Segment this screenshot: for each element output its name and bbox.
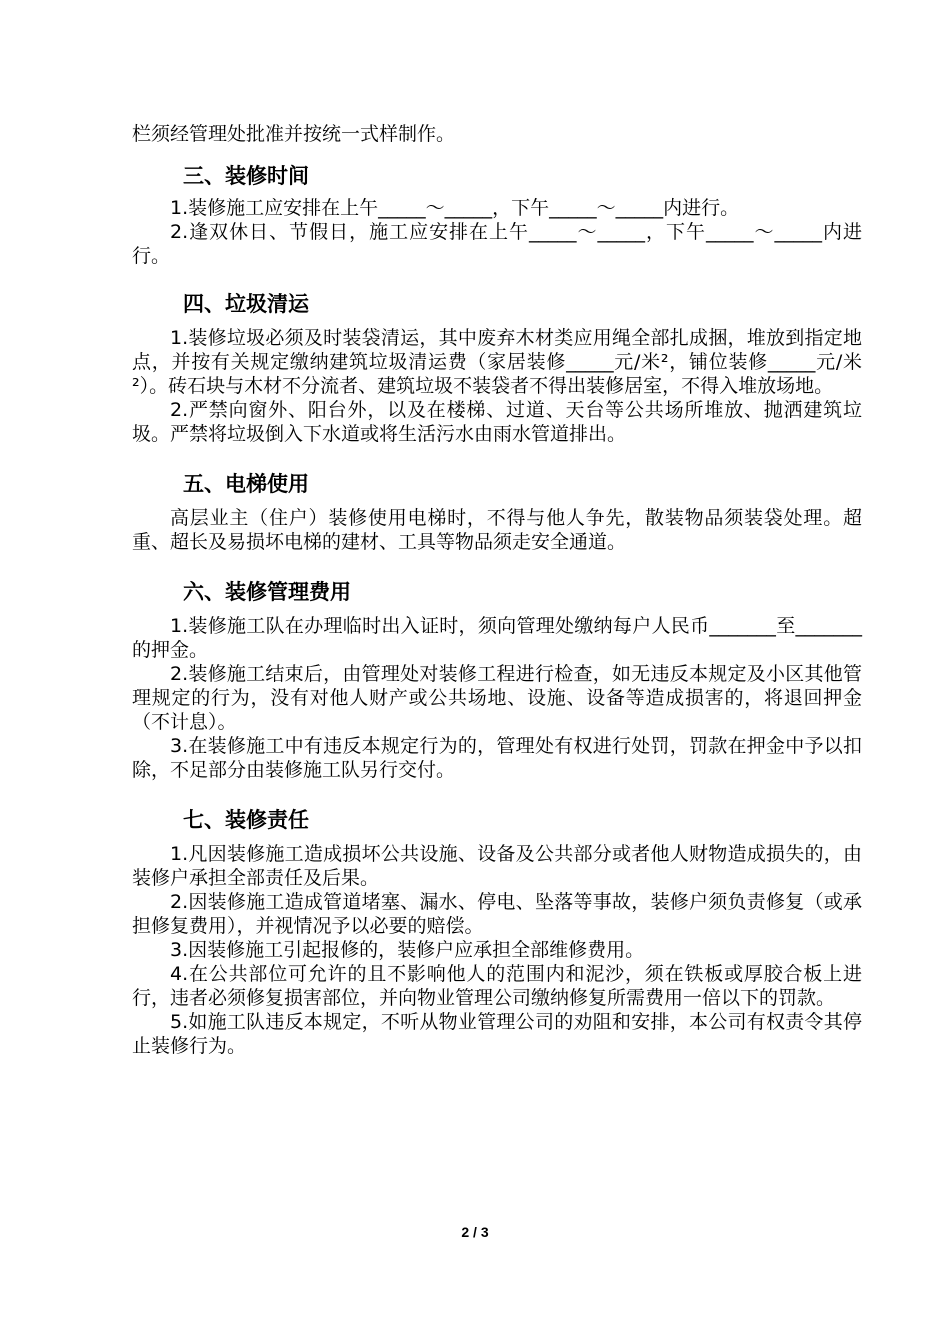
paragraph-3-1: 1.装修施工应安排在上午_____～_____，下午_____～_____内进行。 — [170, 197, 740, 219]
paragraph-4-2: 2.严禁向窗外、阳台外，以及在楼梯、过道、天台等公共场所堆放、抛洒建筑垃圾。严禁将垃圾倒入下水道或将生活污水由雨水管道排出。 — [132, 399, 862, 445]
paragraph-continuation: 栏须经管理处批准并按统一式样制作。 — [132, 123, 456, 145]
paragraph-6-3: 3.在装修施工中有违反本规定行为的，管理处有权进行处罚，罚款在押金中予以扣除，不足部分由装修施工队另行交付。 — [132, 735, 862, 781]
page-number: 2 / 3 — [461, 1224, 489, 1240]
paragraph-3-2: 2.逢双休日、节假日，施工应安排在上午_____～_____，下午_____～_____内进行。 — [132, 221, 862, 267]
paragraph-5-1: 高层业主（住户）装修使用电梯时，不得与他人争先，散装物品须装袋处理。超重、超长及易损坏电梯的建材、工具等物品须走安全通道。 — [132, 507, 862, 553]
paragraph-7-1: 1.凡因装修施工造成损坏公共设施、设备及公共部分或者他人财物造成损失的，由装修户承担全部责任及后果。 — [132, 843, 862, 889]
heading-section-7: 七、装修责任 — [183, 808, 309, 832]
paragraph-6-2: 2.装修施工结束后，由管理处对装修工程进行检查，如无违反本规定及小区其他管理规定的行为，没有对他人财产或公共场地、设施、设备等造成损害的，将退回押金（不计息）。 — [132, 663, 862, 733]
paragraph-7-3: 3.因装修施工引起报修的，装修户应承担全部维修费用。 — [170, 939, 645, 961]
paragraph-4-1: 1.装修垃圾必须及时装袋清运，其中废弃木材类应用绳全部扎成捆，堆放到指定地点，并按有关规定缴纳建筑垃圾清运费（家居装修_____元/米²，铺位装修_____元/米²）。砖石块与木材不分流者、建筑垃圾不装袋者不得出装修居室，不得入堆放场地。 — [132, 327, 862, 397]
heading-section-4: 四、垃圾清运 — [183, 292, 309, 316]
heading-section-3: 三、装修时间 — [183, 164, 309, 188]
document-body — [132, 122, 862, 1058]
paragraph-7-5: 5.如施工队违反本规定，不听从物业管理公司的劝阻和安排，本公司有权责令其停止装修行为。 — [132, 1011, 862, 1057]
heading-section-5: 五、电梯使用 — [183, 472, 309, 496]
paragraph-6-1: 1.装修施工队在办理临时出入证时，须向管理处缴纳每户人民币_______至_______的押金。 — [132, 615, 862, 661]
heading-section-6: 六、装修管理费用 — [183, 580, 351, 604]
paragraph-7-4: 4.在公共部位可允许的且不影响他人的范围内和泥沙，须在铁板或厚胶合板上进行，违者必须修复损害部位，并向物业管理公司缴纳修复所需费用一倍以下的罚款。 — [132, 963, 862, 1009]
paragraph-7-2: 2.因装修施工造成管道堵塞、漏水、停电、坠落等事故，装修户须负责修复（或承担修复费用），并视情况予以必要的赔偿。 — [132, 891, 862, 937]
